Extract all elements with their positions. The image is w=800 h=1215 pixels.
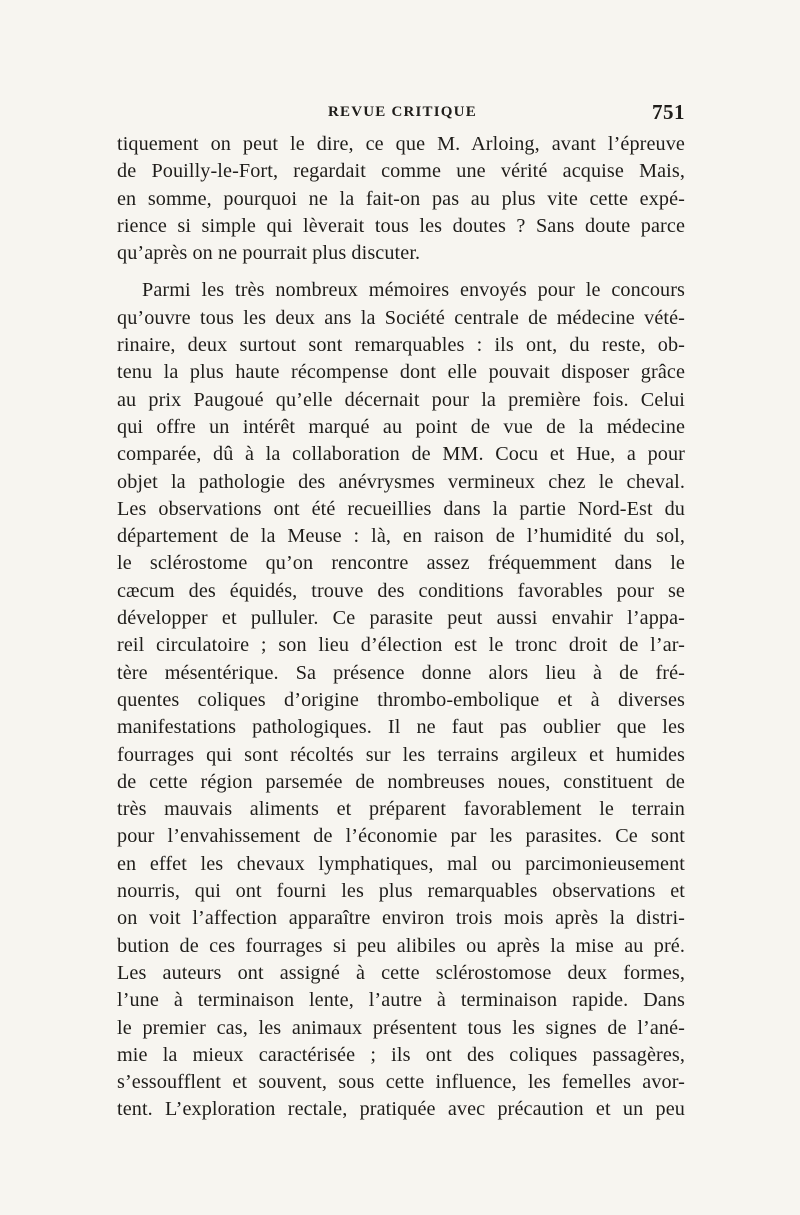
text-line: très mauvais aliments et préparent favorablement le terrain (117, 798, 685, 821)
text-line: nourris, qui ont fourni les plus remarquables observations et (117, 880, 685, 903)
text-line: objet la pathologie des anévrysmes vermineux chez le cheval. (117, 470, 685, 493)
text-line: Les auteurs ont assigné à cette sclérostomose deux formes, (117, 961, 685, 984)
text-line: en effet les chevaux lymphatiques, mal ou parcimonieusement (117, 852, 685, 875)
text-line: en somme, pourquoi ne la fait-on pas au plus vite cette expé- (117, 187, 685, 210)
text-line: l’une à terminaison lente, l’autre à terminaison rapide. Dans (117, 989, 685, 1012)
running-title: REVUE CRITIQUE (328, 104, 477, 120)
text-line: le sclérostome qu’on rencontre assez fréquemment dans le (117, 552, 685, 575)
running-header (120, 100, 685, 128)
text-line: pour l’envahissement de l’économie par les parasites. Ce sont (117, 825, 685, 848)
text-line: qu’après on ne pourrait plus discuter. (117, 242, 421, 265)
text-line: Parmi les très nombreux mémoires envoyés pour le concours (142, 279, 685, 302)
text-line: rience si simple qui lèverait tous les doutes ? Sans doute parce (117, 214, 685, 237)
text-line: on voit l’affection apparaître environ trois mois après la distri- (117, 907, 685, 930)
text-line: reil circulatoire ; son lieu d’élection est le tronc droit de l’ar- (117, 634, 685, 657)
text-line: le premier cas, les animaux présentent tous les signes de l’ané- (117, 1016, 685, 1039)
text-line: tiquement on peut le dire, ce que M. Arloing, avant l’épreuve (117, 133, 685, 155)
text-line: tenu la plus haute récompense dont elle pouvait disposer grâce (117, 361, 685, 384)
text-line: fourrages qui sont récoltés sur les terrains argileux et humides (117, 743, 685, 766)
text-line: de cette région parsemée de nombreuses noues, constituent de (117, 770, 685, 793)
paragraph-spacer (117, 267, 685, 277)
text-line: bution de ces fourrages si peu alibiles ou après la mise au pré. (117, 934, 685, 957)
text-line: cæcum des équidés, trouve des conditions favorables pour se (117, 579, 685, 602)
text-line: département de la Meuse : là, en raison de l’humidité du sol, (117, 525, 685, 548)
text-line: Les observations ont été recueillies dans la partie Nord-Est du (117, 497, 685, 520)
text-line: s’essoufflent et souvent, sous cette influence, les femelles avor- (117, 1071, 685, 1094)
text-line: manifestations pathologiques. Il ne faut pas oublier que les (117, 716, 685, 739)
text-line: tère mésentérique. Sa présence donne alors lieu à de fré- (117, 661, 685, 684)
text-line: mie la mieux caractérisée ; ils ont des coliques passagères, (117, 1043, 685, 1066)
text-line: rinaire, deux surtout sont remarquables : ils ont, du reste, ob- (117, 334, 685, 357)
body-text (117, 131, 685, 1124)
paragraph-1 (117, 131, 685, 267)
text-line: quentes coliques d’origine thrombo-embolique et à diverses (117, 688, 685, 711)
text-line: qu’ouvre tous les deux ans la Société centrale de médecine vété- (117, 306, 685, 329)
text-line: au prix Paugoué qu’elle décernait pour la première fois. Celui (117, 388, 685, 411)
text-line: de Pouilly-le-Fort, regardait comme une vérité acquise Mais, (117, 160, 685, 183)
text-line: comparée, dû à la collaboration de MM. Cocu et Hue, a pour (117, 443, 685, 466)
text-line: développer et pulluler. Ce parasite peut aussi envahir l’appa- (117, 607, 685, 630)
paragraph-2 (117, 277, 685, 1123)
page-number: 751 (652, 100, 685, 124)
text-line: tent. L’exploration rectale, pratiquée avec précaution et un peu (117, 1098, 685, 1121)
text-line: qui offre un intérêt marqué au point de vue de la médecine (117, 415, 685, 438)
